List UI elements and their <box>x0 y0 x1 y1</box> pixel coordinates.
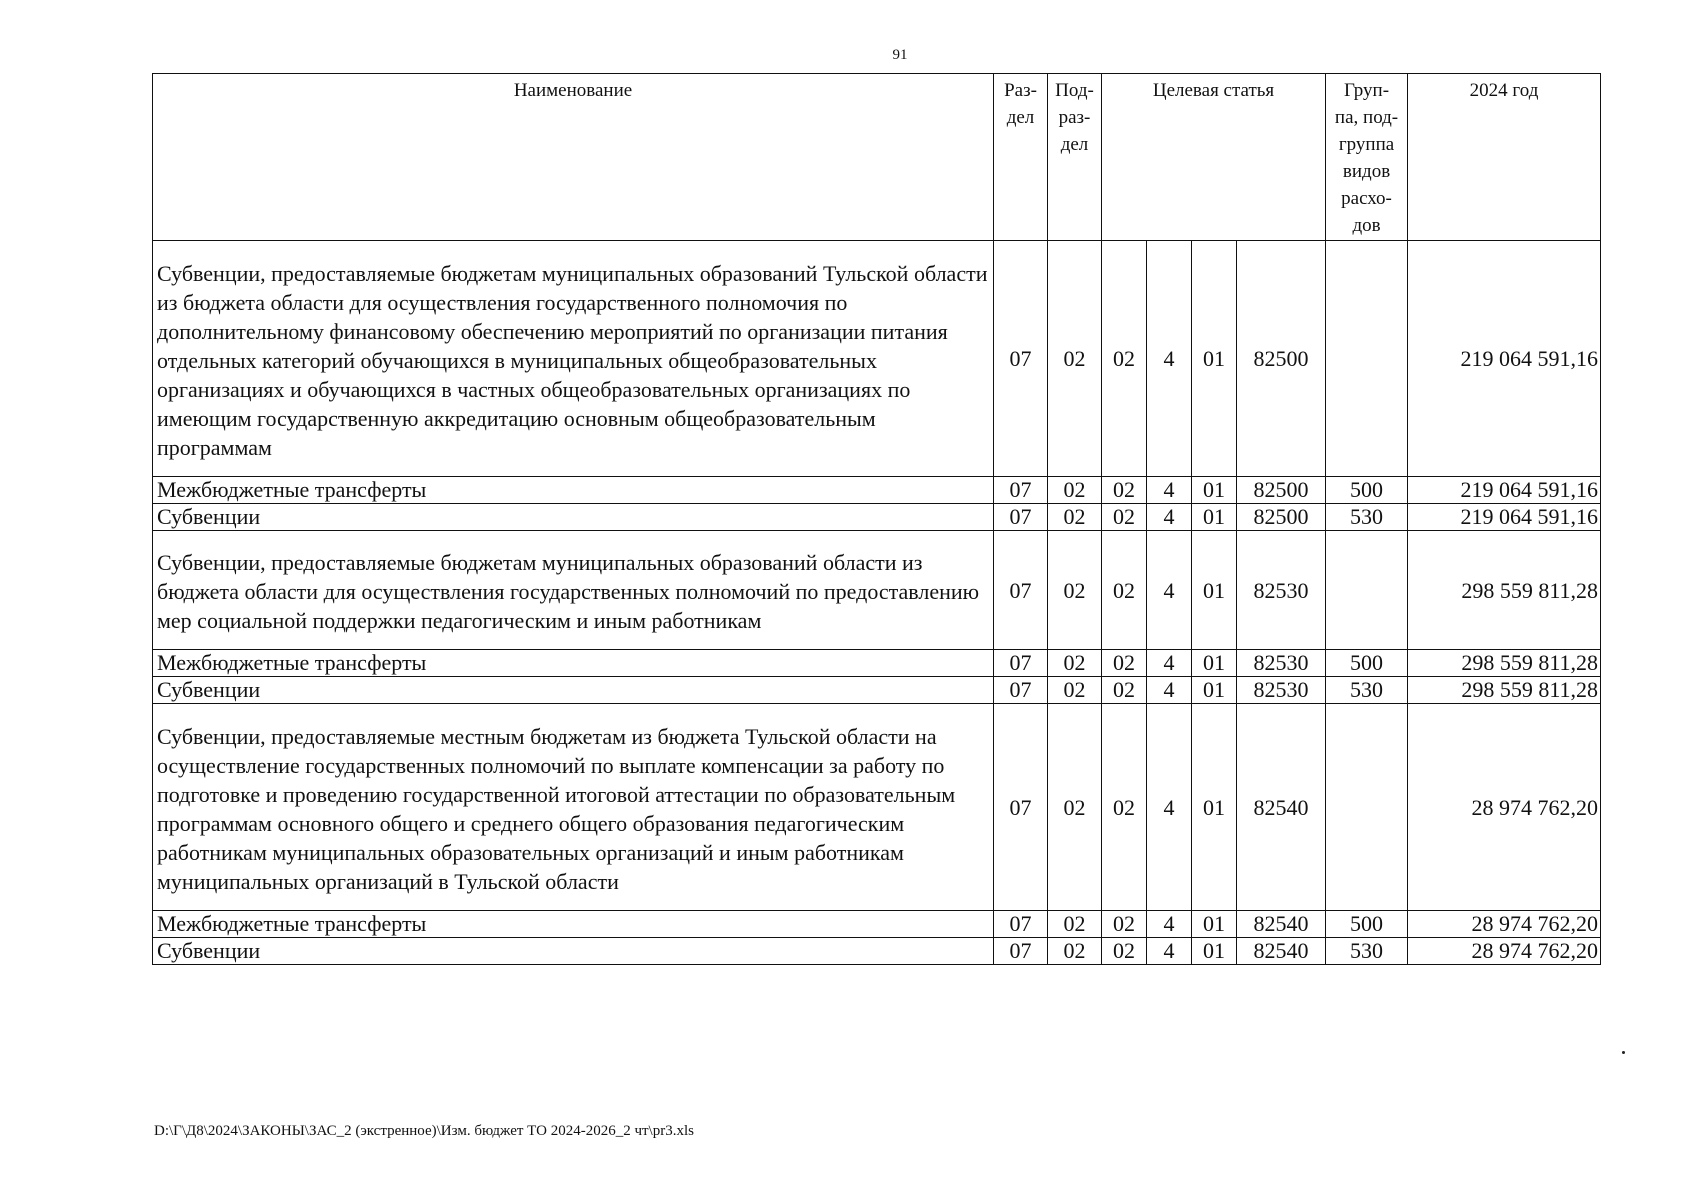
row-amount: 28 974 762,20 <box>1408 938 1601 965</box>
row-target-subprogram: 01 <box>1192 241 1237 477</box>
file-path-footer: D:\Г\Д8\2024\ЗАКОНЫ\ЗАС_2 (экстренное)\Изм. бюджет ТО 2024-2026_2 чт\pr3.xls <box>154 1123 694 1139</box>
row-target-program: 02 <box>1102 911 1147 938</box>
row-subsection: 02 <box>1048 677 1102 704</box>
row-amount: 28 974 762,20 <box>1408 704 1601 911</box>
row-subsection: 02 <box>1048 938 1102 965</box>
table-row <box>153 241 1601 477</box>
row-target-subprogram: 01 <box>1192 911 1237 938</box>
header-subsection: Под- раз- дел <box>1048 74 1102 241</box>
row-group: 500 <box>1326 477 1408 504</box>
row-target-program: 02 <box>1102 531 1147 650</box>
row-target-program: 02 <box>1102 504 1147 531</box>
row-section: 07 <box>994 938 1048 965</box>
row-section: 07 <box>994 650 1048 677</box>
table-row <box>153 938 1601 965</box>
row-section: 07 <box>994 477 1048 504</box>
header-group: Груп- па, под- группа видов расхо- дов <box>1326 74 1408 241</box>
row-group <box>1326 241 1408 477</box>
row-subsection: 02 <box>1048 911 1102 938</box>
row-amount: 298 559 811,28 <box>1408 677 1601 704</box>
row-target-subprogram: 01 <box>1192 938 1237 965</box>
row-name: Межбюджетные трансферты <box>153 911 994 938</box>
row-subsection: 02 <box>1048 477 1102 504</box>
budget-table <box>152 73 1601 965</box>
row-target-subprogram: 01 <box>1192 531 1237 650</box>
row-target-subprogram: 01 <box>1192 504 1237 531</box>
row-amount: 219 064 591,16 <box>1408 477 1601 504</box>
row-name: Субвенции, предоставляемые бюджетам муниципальных образований области из бюджета области для осуществления государственных полномочий по предоставлению мер социальной поддержки педагогическим и иным работникам <box>153 531 994 650</box>
row-target-type: 4 <box>1147 911 1192 938</box>
row-target-direction: 82530 <box>1237 531 1326 650</box>
row-name: Субвенции, предоставляемые бюджетам муниципальных образований Тульской области из бюджета области для осуществления государственного полномочия по дополнительному финансовому обеспечению мероприятий по организации питания отдельных категорий обучающихся в муниципальных общеобразовательных организациях и обучающихся в частных общеобразовательных организациях по имеющим государственную аккредитацию основным общеобразовательным программам <box>153 241 994 477</box>
row-target-subprogram: 01 <box>1192 477 1237 504</box>
row-target-type: 4 <box>1147 650 1192 677</box>
row-target-direction: 82530 <box>1237 650 1326 677</box>
row-target-program: 02 <box>1102 477 1147 504</box>
row-name: Субвенции <box>153 938 994 965</box>
row-target-type: 4 <box>1147 938 1192 965</box>
row-name: Межбюджетные трансферты <box>153 650 994 677</box>
row-amount: 298 559 811,28 <box>1408 650 1601 677</box>
row-group: 530 <box>1326 677 1408 704</box>
row-target-program: 02 <box>1102 241 1147 477</box>
row-subsection: 02 <box>1048 704 1102 911</box>
row-group: 500 <box>1326 650 1408 677</box>
table-row <box>153 704 1601 911</box>
table-header-row <box>153 74 1601 241</box>
row-group: 530 <box>1326 938 1408 965</box>
row-section: 07 <box>994 531 1048 650</box>
row-section: 07 <box>994 704 1048 911</box>
row-amount: 28 974 762,20 <box>1408 911 1601 938</box>
row-subsection: 02 <box>1048 241 1102 477</box>
row-target-subprogram: 01 <box>1192 677 1237 704</box>
row-target-program: 02 <box>1102 677 1147 704</box>
row-section: 07 <box>994 677 1048 704</box>
header-target-article: Целевая статья <box>1102 74 1326 241</box>
row-target-type: 4 <box>1147 504 1192 531</box>
row-amount: 219 064 591,16 <box>1408 241 1601 477</box>
row-subsection: 02 <box>1048 531 1102 650</box>
table-row <box>153 477 1601 504</box>
row-target-type: 4 <box>1147 704 1192 911</box>
row-target-direction: 82540 <box>1237 911 1326 938</box>
row-group: 500 <box>1326 911 1408 938</box>
row-group <box>1326 704 1408 911</box>
row-name: Субвенции, предоставляемые местным бюджетам из бюджета Тульской области на осуществление государственных полномочий по выплате компенсации за работу по подготовке и проведению государственной итоговой аттестации по образовательным программам основного общего и среднего общего образования педагогическим работникам муниципальных образовательных организаций и иным работникам муниципальных организаций в Тульской области <box>153 704 994 911</box>
table-row <box>153 677 1601 704</box>
row-target-direction: 82540 <box>1237 938 1326 965</box>
table-row <box>153 911 1601 938</box>
header-name: Наименование <box>153 74 994 241</box>
row-name: Субвенции <box>153 677 994 704</box>
row-section: 07 <box>994 504 1048 531</box>
row-target-direction: 82540 <box>1237 704 1326 911</box>
header-year: 2024 год <box>1408 74 1601 241</box>
table-row <box>153 504 1601 531</box>
row-amount: 219 064 591,16 <box>1408 504 1601 531</box>
row-name: Субвенции <box>153 504 994 531</box>
row-target-direction: 82500 <box>1237 241 1326 477</box>
row-section: 07 <box>994 911 1048 938</box>
table-row <box>153 531 1601 650</box>
row-target-direction: 82530 <box>1237 677 1326 704</box>
scan-dot-mark <box>1622 1051 1625 1054</box>
row-target-type: 4 <box>1147 531 1192 650</box>
page-number: 91 <box>892 47 908 63</box>
row-target-type: 4 <box>1147 477 1192 504</box>
row-target-program: 02 <box>1102 938 1147 965</box>
row-target-direction: 82500 <box>1237 477 1326 504</box>
row-target-direction: 82500 <box>1237 504 1326 531</box>
row-target-subprogram: 01 <box>1192 704 1237 911</box>
header-section: Раз- дел <box>994 74 1048 241</box>
row-amount: 298 559 811,28 <box>1408 531 1601 650</box>
row-target-subprogram: 01 <box>1192 650 1237 677</box>
row-name: Межбюджетные трансферты <box>153 477 994 504</box>
row-subsection: 02 <box>1048 504 1102 531</box>
row-group <box>1326 531 1408 650</box>
row-section: 07 <box>994 241 1048 477</box>
row-target-type: 4 <box>1147 241 1192 477</box>
row-target-program: 02 <box>1102 650 1147 677</box>
row-subsection: 02 <box>1048 650 1102 677</box>
row-target-type: 4 <box>1147 677 1192 704</box>
row-group: 530 <box>1326 504 1408 531</box>
row-target-program: 02 <box>1102 704 1147 911</box>
table-row <box>153 650 1601 677</box>
